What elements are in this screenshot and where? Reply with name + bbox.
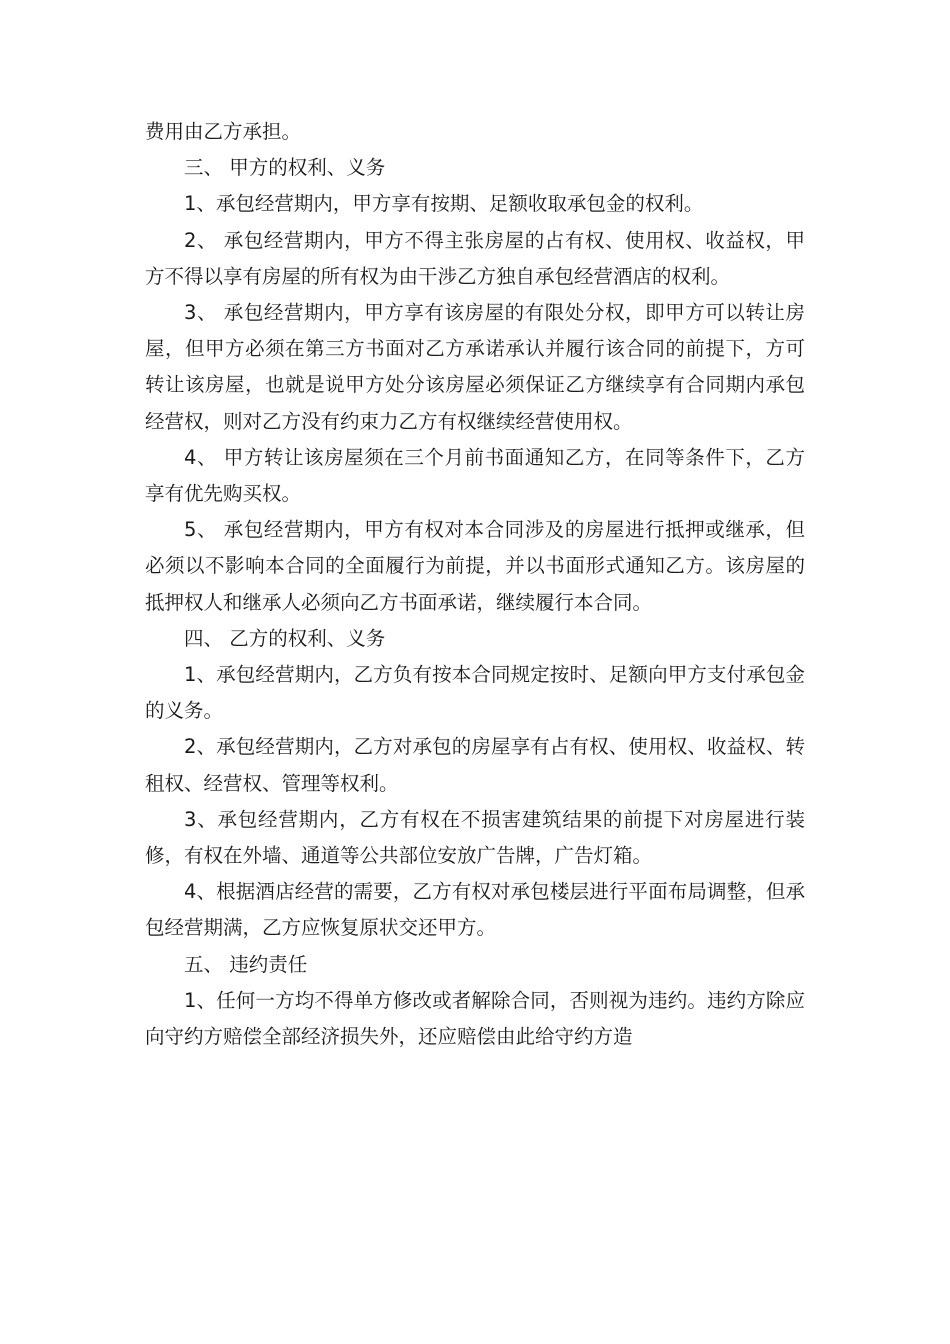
paragraph-party-a-item-3: 3、 承包经营期内，甲方享有该房屋的有限处分权，即甲方可以转让房屋，但甲方必须在第三方书面对乙方承诺承认并履行该合同的前提下，方可转让该房屋，也就是说甲方处分该房屋必须保证乙方继续享有合同期内承包经营权，则对乙方没有约束力乙方有权继续经营使用权。	[145, 301, 805, 433]
section-heading-breach-liability: 五、 违约责任	[184, 952, 308, 976]
paragraph-party-a-item-2: 2、 承包经营期内，甲方不得主张房屋的占有权、使用权、收益权，甲方不得以享有房屋的所有权为由干涉乙方独自承包经营酒店的权利。	[145, 228, 805, 288]
paragraph-party-a-item-5: 5、 承包经营期内，甲方有权对本合同涉及的房屋进行抵押或继承，但必须以不影响本合同的全面履行为前提，并以书面形式通知乙方。该房屋的抵押权人和继承人必须向乙方书面承诺，继续履行本合同。	[145, 518, 805, 614]
paragraph-party-a-item-1: 1、承包经营期内，甲方享有按期、足额收取承包金的权利。	[184, 192, 704, 216]
section-heading-party-b-rights: 四、 乙方的权利、义务	[184, 626, 386, 650]
paragraph-party-b-item-1: 1、承包经营期内，乙方负有按本合同规定按时、足额向甲方支付承包金的义务。	[145, 663, 805, 723]
paragraph-breach-item-1: 1、任何一方均不得单方修改或者解除合同，否则视为违约。违约方除应向守约方赔偿全部经济损失外，还应赔偿由此给守约方造	[145, 988, 805, 1049]
document-page	[145, 114, 805, 1055]
paragraph-party-b-item-2: 2、承包经营期内，乙方对承包的房屋享有占有权、使用权、收益权、转租权、经营权、管理等权利。	[145, 735, 805, 795]
paragraph-party-b-item-3: 3、承包经营期内，乙方有权在不损害建筑结果的前提下对房屋进行装修，有权在外墙、通道等公共部位安放广告牌，广告灯箱。	[145, 807, 805, 868]
paragraph-party-a-item-4: 4、 甲方转让该房屋须在三个月前书面通知乙方，在同等条件下，乙方享有优先购买权。	[145, 445, 805, 506]
paragraph-cost-bearing: 费用由乙方承担。	[145, 120, 302, 143]
paragraph-party-b-item-4: 4、根据酒店经营的需要，乙方有权对承包楼层进行平面布局调整，但承包经营期满，乙方应恢复原状交还甲方。	[145, 880, 805, 940]
section-heading-party-a-rights: 三、 甲方的权利、义务	[184, 156, 386, 180]
